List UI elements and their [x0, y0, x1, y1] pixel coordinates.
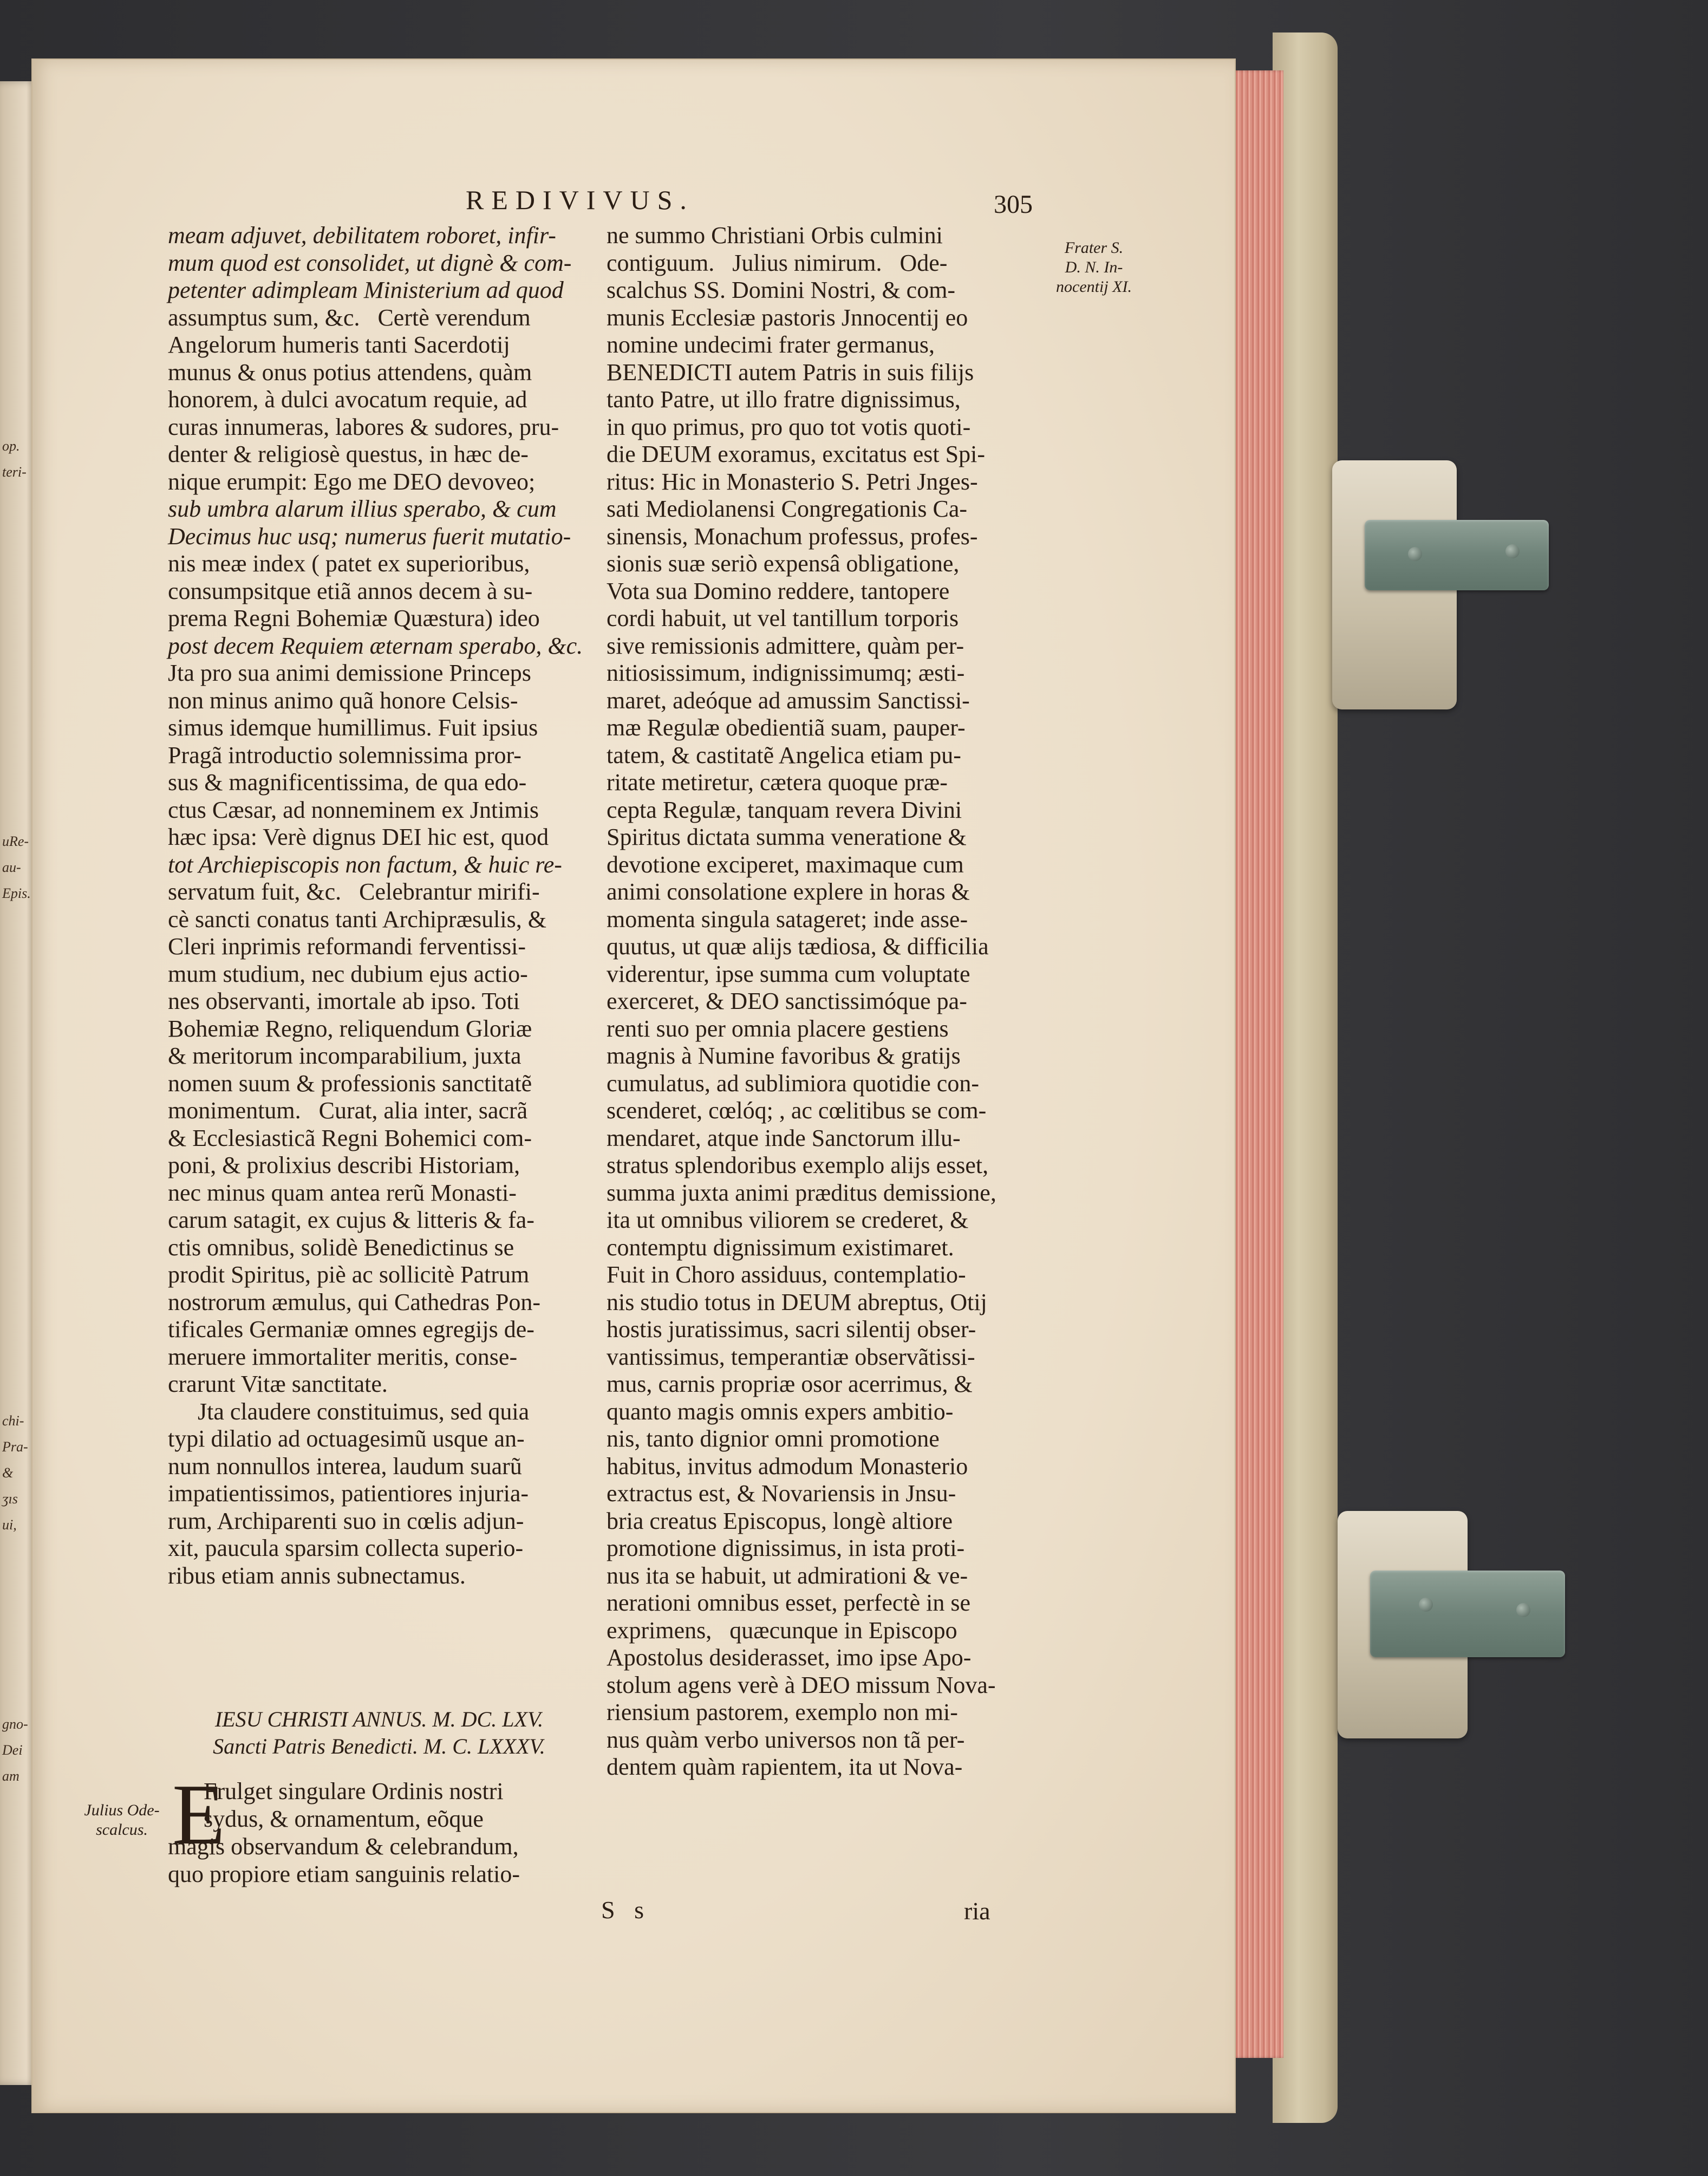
right-col-line: quutus, ut quæ alijs tædiosa, & difficilia — [607, 933, 989, 960]
right-col-line: contiguum. Julius nimirum. Ode- — [607, 249, 948, 276]
right-col-line: Vota sua Domino reddere, tantopere — [607, 577, 950, 604]
right-col-line: nerationi omnibus esset, perfectè in se — [607, 1589, 971, 1616]
final-paragraph — [168, 1766, 590, 1888]
left-col-line: servatum fuit, &c. Celebrantur mirifi- — [168, 878, 540, 905]
right-col-line: mendaret, atque inde Sanctorum illu- — [607, 1124, 961, 1151]
left-col-line: munus & onus potius attendens, quàm — [168, 359, 532, 386]
right-col-line: nitiosissimum, indignissimumq; æsti- — [607, 660, 965, 686]
catchword: ria — [964, 1897, 990, 1925]
left-col-line: carum satagit, ex cujus & litteris & fa- — [168, 1207, 534, 1233]
right-col-line: munis Ecclesiæ pastoris Jnnocentij eo — [607, 304, 968, 331]
previous-page-fragment: op. teri- — [2, 438, 27, 480]
previous-page-fragment: uRe- au- Epis. — [2, 833, 31, 901]
right-col-line: die DEUM exoramus, excitatus est Spi- — [607, 441, 985, 467]
drop-capital: E — [172, 1766, 225, 1862]
right-col-line: nus ita se habuit, ut admirationi & ve- — [607, 1562, 968, 1589]
right-col-line: riensium pastorem, exemplo non mi- — [607, 1699, 958, 1725]
right-col-line: sinensis, Monachum professus, profes- — [607, 523, 978, 550]
left-col-line: meruere immortaliter meritis, conse- — [168, 1343, 518, 1370]
page-number: 305 — [994, 190, 1033, 219]
right-col-line: exprimens, quæcunque in Episcopo — [607, 1617, 957, 1644]
left-col-line: meam adjuvet, debilitatem roboret, infir- — [168, 222, 556, 249]
right-col-line: nis studio totus in DEUM abreptus, Otij — [607, 1288, 987, 1315]
margin-note-julius: Julius Ode- scalcus. — [84, 1801, 160, 1839]
left-col-line: nostrorum æmulus, qui Cathedras Pon- — [168, 1288, 541, 1315]
right-col-line: magnis à Numine favoribus & gratijs — [607, 1043, 961, 1069]
year-heading-line-1: IESU CHRISTI ANNUS. M. DC. LXV. — [214, 1707, 544, 1731]
left-col-line: petenter adimpleam Ministerium ad quod — [168, 277, 564, 303]
right-col-line: exerceret, & DEO sanctissimóque pa- — [607, 988, 967, 1014]
right-col-line: extractus est, & Novariensis in Jnsu- — [607, 1480, 956, 1507]
right-col-line: maret, adeóque ad amussim Sanctissi- — [607, 687, 970, 714]
previous-page-fragment: gno- Dei am — [2, 1716, 28, 1784]
right-col-line: scenderet, cœlóq; , ac cœlitibus se com- — [607, 1097, 987, 1124]
left-col-line: prema Regni Bohemiæ Quæstura) ideo — [168, 605, 540, 631]
final-para-line: sydus, & ornamentum, eõque — [168, 1806, 484, 1832]
final-para-line: Frulget singulare Ordinis nostri — [168, 1778, 504, 1804]
left-col-line: tificales Germaniæ omnes egregijs de- — [168, 1316, 534, 1343]
right-col-line: tanto Patre, ut illo fratre dignissimus, — [607, 386, 961, 413]
right-col-line: BENEDICTI autem Patris in suis filijs — [607, 359, 974, 386]
left-col-line: consumpsitque etiã annos decem à su- — [168, 577, 533, 604]
signature-mark: S s — [601, 1896, 650, 1924]
right-col-line: nis, tanto dignior omni promotione — [607, 1425, 940, 1452]
right-col-line: sati Mediolanensi Congregationis Ca- — [607, 496, 967, 522]
left-col-line: monimentum. Curat, alia inter, sacrã — [168, 1097, 528, 1124]
right-col-line: nus quàm verbo universos non tã per- — [607, 1726, 965, 1753]
left-col-line: nec minus quam antea rerũ Monasti- — [168, 1179, 517, 1206]
left-col-line: assumptus sum, &c. Certè verendum — [168, 304, 531, 331]
left-col-line: honorem, à dulci avocatum requie, ad — [168, 386, 527, 413]
right-col-line: ritate metiretur, cætera quoque præ- — [607, 769, 948, 796]
right-col-line: viderentur, ipse summa cum voluptate — [607, 960, 970, 987]
left-col-line: nis meæ index ( patet ex superioribus, — [168, 550, 530, 577]
right-col-line: stolum agens verè à DEO missum Nova- — [607, 1671, 996, 1698]
right-col-line: dentem quàm rapientem, ita ut Nova- — [607, 1754, 963, 1780]
right-col-line: Apostolus desiderasset, imo ipse Apo- — [607, 1644, 972, 1671]
left-col-line: prodit Spiritus, piè ac sollicitè Patrum — [168, 1261, 530, 1288]
right-col-line: nomine undecimi frater germanus, — [607, 331, 935, 358]
left-col-line: mum studium, nec dubium ejus actio- — [168, 960, 528, 987]
left-col-line: rum, Archiparenti suo in cœlis adjun- — [168, 1507, 524, 1534]
margin-note-frater: Frater S. D. N. In- nocentij XI. — [1056, 239, 1132, 296]
left-col-line: Cleri inprimis reformandi ferventissi- — [168, 933, 526, 960]
left-col-line: sub umbra alarum illius sperabo, & cum — [168, 496, 557, 522]
left-col-line: sus & magnificentissima, de qua edo- — [168, 769, 527, 796]
left-col-line: cè sancti conatus tanti Archipræsulis, & — [168, 905, 546, 933]
left-col-line: xit, paucula sparsim collecta superio- — [168, 1535, 524, 1561]
year-heading — [168, 1706, 590, 1760]
left-col-line: Decimus huc usq; numerus fuerit mutatio- — [168, 523, 571, 550]
left-col-line: simus idemque humillimus. Fuit ipsius — [168, 714, 538, 741]
left-col-line: Bohemiæ Regno, reliquendum Gloriæ — [168, 1015, 532, 1042]
left-col-line: curas innumeras, labores & sudores, pru- — [168, 413, 559, 440]
left-col-line: tot Archiepiscopis non factum, & huic re- — [168, 851, 562, 878]
left-col-line: ctis omnibus, solidè Benedictinus se — [168, 1234, 514, 1261]
right-col-line: ita ut omnibus viliorem se crederet, & — [607, 1207, 969, 1233]
right-col-line: cumulatus, ad sublimiora quotidie con- — [607, 1070, 979, 1097]
right-col-line: sionis suæ seriò expensâ obligatione, — [607, 550, 960, 577]
right-col-line: momenta singula satageret; inde asse- — [607, 905, 968, 933]
right-col-line: Fuit in Choro assiduus, contemplatio- — [607, 1261, 966, 1288]
right-col-line: sive remissionis admittere, quàm per- — [607, 632, 964, 659]
right-col-line: tatem, & castitatẽ Angelica etiam pu- — [607, 741, 961, 768]
right-col-line: promotione dignissimus, in ista proti- — [607, 1535, 965, 1561]
previous-page-fragment: chi- Pra- & ʒıs ui, — [2, 1413, 28, 1533]
right-col-line: stratus splendoribus exemplo alijs esset, — [607, 1152, 989, 1178]
left-col-line: Pragã introductio solemnissima pror- — [168, 741, 521, 768]
right-col-line: cordi habuit, ut vel tantillum torporis — [607, 605, 959, 631]
left-col-line: Jta claudere constituimus, sed quia — [168, 1398, 530, 1425]
left-col-line: typi dilatio ad octuagesimũ usque an- — [168, 1425, 525, 1452]
left-col-line: Angelorum humeris tanti Sacerdotij — [168, 331, 510, 358]
year-heading-line-2: Sancti Patris Benedicti. M. C. LXXXV. — [213, 1734, 545, 1758]
right-col-line: cepta Regulæ, tanquam revera Divini — [607, 796, 962, 823]
left-col-line: ribus etiam annis subnectamus. — [168, 1562, 466, 1589]
left-text-column — [168, 222, 585, 1589]
left-col-line: non minus animo quã honore Celsis- — [168, 687, 518, 714]
final-para-line: quo propiore etiam sanguinis relatio- — [168, 1861, 520, 1887]
left-col-line: ctus Cæsar, ad nonneminem ex Jntimis — [168, 796, 539, 823]
right-col-line: habitus, invitus admodum Monasterio — [607, 1452, 968, 1480]
right-col-line: renti suo per omnia placere gestiens — [607, 1015, 949, 1042]
final-para-line: magis observandum & celebrandum, — [168, 1833, 519, 1860]
running-title: REDIVIVUS. — [466, 185, 694, 215]
right-col-line: ritus: Hic in Monasterio S. Petri Jnges- — [607, 468, 978, 495]
left-col-line: Jta pro sua animi demissione Princeps — [168, 660, 531, 686]
right-col-line: scalchus SS. Domini Nostri, & com- — [607, 277, 956, 303]
right-col-line: Spiritus dictata summa veneratione & — [607, 824, 967, 850]
right-col-line: contemptu dignissimum existimaret. — [607, 1234, 954, 1261]
left-col-line: num nonnullos interea, laudum suarũ — [168, 1452, 522, 1480]
right-col-line: vantissimus, temperantiæ observãtissi- — [607, 1343, 975, 1370]
right-col-line: animi consolatione explere in horas & — [607, 878, 970, 905]
left-col-line: denter & religiosè questus, in hæc de- — [168, 441, 529, 467]
right-col-line: mus, carnis propriæ osor acerrimus, & — [607, 1371, 973, 1397]
right-col-line: ne summo Christiani Orbis culmini — [607, 222, 943, 249]
left-col-line: hæc ipsa: Verè dignus DEI hic est, quod — [168, 824, 549, 850]
left-col-line: post decem Requiem æternam sperabo, &c. — [168, 632, 583, 659]
left-col-line: nes observanti, imortale ab ipso. Toti — [168, 988, 520, 1014]
right-col-line: mæ Regulæ obedientiã suam, pauper- — [607, 714, 966, 741]
left-col-line: nomen suum & professionis sanctitatẽ — [168, 1070, 532, 1097]
right-col-line: summa juxta animi præditus demissione, — [607, 1179, 996, 1206]
left-col-line: nique erumpit: Ego me DEO devoveo; — [168, 468, 536, 495]
left-col-line: poni, & prolixius describi Historiam, — [168, 1152, 520, 1178]
right-col-line: devotione exciperet, maximaque cum — [607, 851, 964, 878]
left-col-line: & meritorum incomparabilium, juxta — [168, 1043, 521, 1069]
left-col-line: & Ecclesiasticã Regni Bohemici com- — [168, 1124, 532, 1151]
right-col-line: quanto magis omnis expers ambitio- — [607, 1398, 954, 1425]
left-col-line: impatientissimos, patientiores injuria- — [168, 1480, 529, 1507]
right-col-line: in quo primus, pro quo tot votis quoti- — [607, 413, 971, 440]
left-col-line: mum quod est consolidet, ut dignè & com- — [168, 249, 572, 276]
left-col-line: crarunt Vitæ sanctitate. — [168, 1371, 388, 1397]
right-col-line: bria creatus Episcopus, longè altiore — [607, 1507, 953, 1534]
right-text-column — [607, 222, 1034, 1781]
right-col-line: hostis juratissimus, sacri silentij obser- — [607, 1316, 976, 1343]
